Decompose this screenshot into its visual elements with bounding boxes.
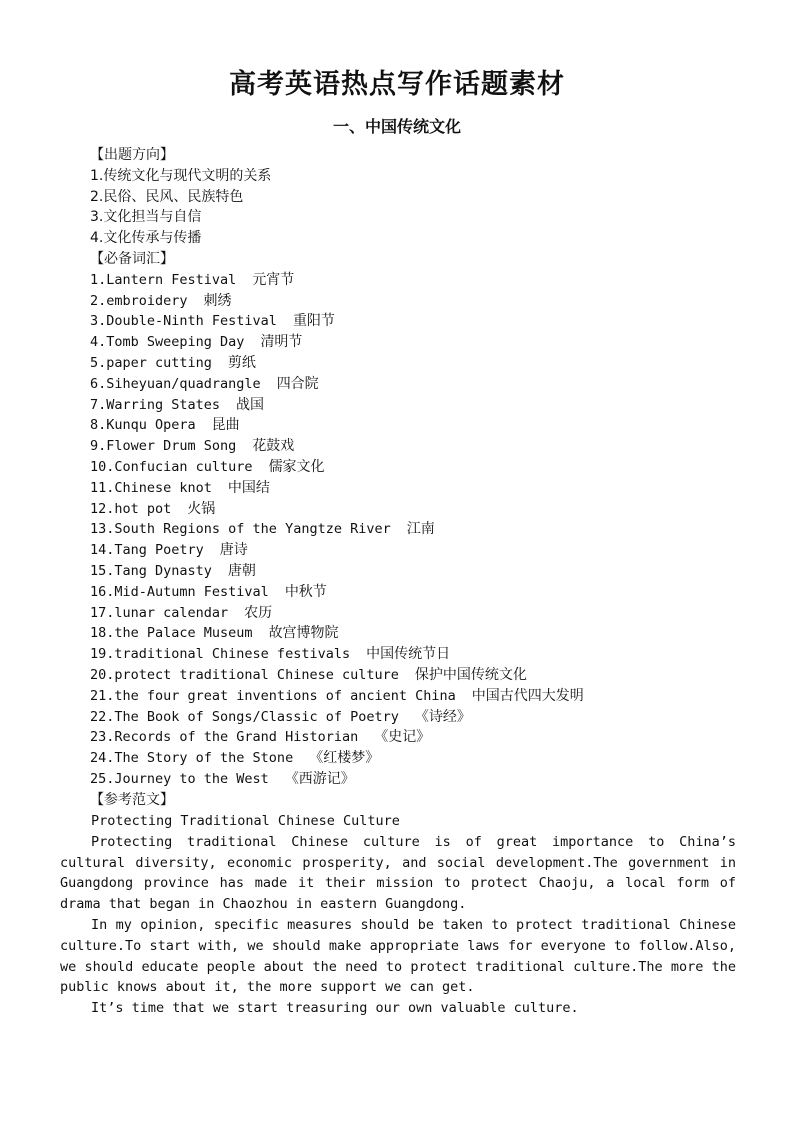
vocab-item <box>90 436 750 457</box>
direction-header: 【出题方向】 <box>90 147 174 163</box>
vocab-english: 8.Kunqu Opera <box>90 417 196 434</box>
vocab-item <box>90 686 750 707</box>
section-content <box>90 145 750 811</box>
essay-paragraph: It’s time that we start treasuring our own valuable culture. <box>91 1000 579 1017</box>
vocab-item <box>90 665 750 686</box>
vocab-english: 18.the Palace Museum <box>90 625 253 642</box>
vocab-chinese: 中国结 <box>227 479 270 496</box>
vocab-chinese: 保护中国传统文化 <box>414 666 527 683</box>
vocab-item <box>90 478 750 499</box>
vocab-item <box>90 457 750 478</box>
vocab-chinese: 唐诗 <box>219 542 248 559</box>
vocab-item <box>90 603 750 624</box>
vocab-item <box>90 415 750 436</box>
vocab-chinese: 花鼓戏 <box>252 438 295 455</box>
vocab-english: 3.Double-Ninth Festival <box>90 313 277 330</box>
vocab-item <box>90 499 750 520</box>
vocab-item <box>90 561 750 582</box>
vocab-english: 24.The Story of the Stone <box>90 750 294 767</box>
vocab-english: 16.Mid-Autumn Festival <box>90 583 269 600</box>
vocab-chinese: 《红楼梦》 <box>309 750 380 767</box>
vocab-english: 23.Records of the Grand Historian <box>90 729 359 746</box>
vocab-chinese: 四合院 <box>276 375 319 392</box>
vocab-item <box>90 748 750 769</box>
document-title: 高考英语热点写作话题素材 <box>229 69 565 100</box>
vocab-item <box>90 623 750 644</box>
essay-paragraph: In my opinion, specific measures should be taken to protect traditional Chinese culture.To start with, we should make appropriate laws for everyone to follow.Also, we should educate people about the need to protect traditional culture.The more the public knows about it, the more support we can get. <box>60 916 736 996</box>
vocab-chinese: 故宫博物院 <box>268 625 339 642</box>
vocab-chinese: 中国古代四大发明 <box>471 687 584 704</box>
vocab-english: 15.Tang Dynasty <box>90 562 212 579</box>
vocab-english: 5.paper cutting <box>90 354 212 371</box>
essay-title: Protecting Traditional Chinese Culture <box>91 813 400 829</box>
vocab-english: 20.protect traditional Chinese culture <box>90 666 399 683</box>
direction-item: 1.传统文化与现代文明的关系 <box>90 167 272 184</box>
vocab-english: 25.Journey to the West <box>90 770 269 787</box>
vocab-chinese: 元宵节 <box>252 271 295 288</box>
vocab-english: 14.Tang Poetry <box>90 542 204 559</box>
vocab-english: 9.Flower Drum Song <box>90 438 237 455</box>
vocab-english: 21.the four great inventions of ancient China <box>90 687 456 704</box>
vocab-chinese: 战国 <box>236 396 265 413</box>
vocab-header: 【必备词汇】 <box>90 250 174 267</box>
vocab-item <box>90 311 750 332</box>
vocab-english: 4.Tomb Sweeping Day <box>90 334 245 351</box>
vocab-chinese: 江南 <box>406 521 435 538</box>
vocab-item <box>90 332 750 353</box>
vocab-chinese: 《诗经》 <box>414 708 471 725</box>
vocab-chinese: 儒家文化 <box>268 458 325 475</box>
vocab-chinese: 火锅 <box>187 500 216 517</box>
section-heading: 一、中国传统文化 <box>332 117 461 136</box>
vocab-item <box>90 769 750 790</box>
vocab-english: 17.lunar calendar <box>90 604 229 621</box>
vocab-item <box>90 727 750 748</box>
vocab-english: 1.Lantern Festival <box>90 271 237 288</box>
vocab-chinese: 《史记》 <box>374 729 431 746</box>
vocab-chinese: 唐朝 <box>227 562 256 579</box>
vocab-english: 22.The Book of Songs/Classic of Poetry <box>90 708 399 725</box>
vocab-english: 13.South Regions of the Yangtze River <box>90 521 391 538</box>
vocab-chinese: 中秋节 <box>284 583 327 600</box>
vocab-item <box>90 353 750 374</box>
vocab-item <box>90 519 750 540</box>
vocab-english: 6.Siheyuan/quadrangle <box>90 375 261 392</box>
vocab-item <box>90 644 750 665</box>
vocab-english: 10.Confucian culture <box>90 458 253 475</box>
direction-item: 4.文化传承与传播 <box>90 230 202 247</box>
essay-paragraph: Protecting traditional Chinese culture is of great importance to China’s cultural diversity, economic prosperity, and social development.The government in Guangdong province has made it their mission to protect Chaoju, a local form of drama that began in Chaozhou in eastern Guangdong. <box>60 833 736 913</box>
sample-essay <box>60 811 736 1019</box>
vocab-item <box>90 374 750 395</box>
vocab-item <box>90 582 750 603</box>
direction-item: 2.民俗、民风、民族特色 <box>90 188 244 205</box>
vocab-chinese: 中国传统节日 <box>366 646 451 663</box>
vocab-english: 12.hot pot <box>90 500 172 517</box>
direction-list <box>90 166 750 249</box>
vocab-item <box>90 291 750 312</box>
vocab-item <box>90 707 750 728</box>
vocab-chinese: 《西游记》 <box>284 770 355 787</box>
vocab-chinese: 刺绣 <box>203 292 232 309</box>
sample-header: 【参考范文】 <box>90 791 174 808</box>
vocab-item <box>90 270 750 291</box>
vocab-chinese: 清明节 <box>260 334 303 351</box>
vocab-english: 2.embroidery <box>90 292 188 309</box>
vocab-english: 11.Chinese knot <box>90 479 212 496</box>
direction-item: 3.文化担当与自信 <box>90 209 202 226</box>
vocab-chinese: 农历 <box>244 604 273 621</box>
vocab-item <box>90 395 750 416</box>
vocab-chinese: 昆曲 <box>211 417 240 434</box>
vocab-english: 7.Warring States <box>90 396 221 413</box>
vocab-english: 19.traditional Chinese festivals <box>90 646 351 663</box>
vocab-chinese: 剪纸 <box>227 354 256 371</box>
vocab-list <box>90 270 750 790</box>
vocab-item <box>90 540 750 561</box>
vocab-chinese: 重阳节 <box>292 313 335 330</box>
